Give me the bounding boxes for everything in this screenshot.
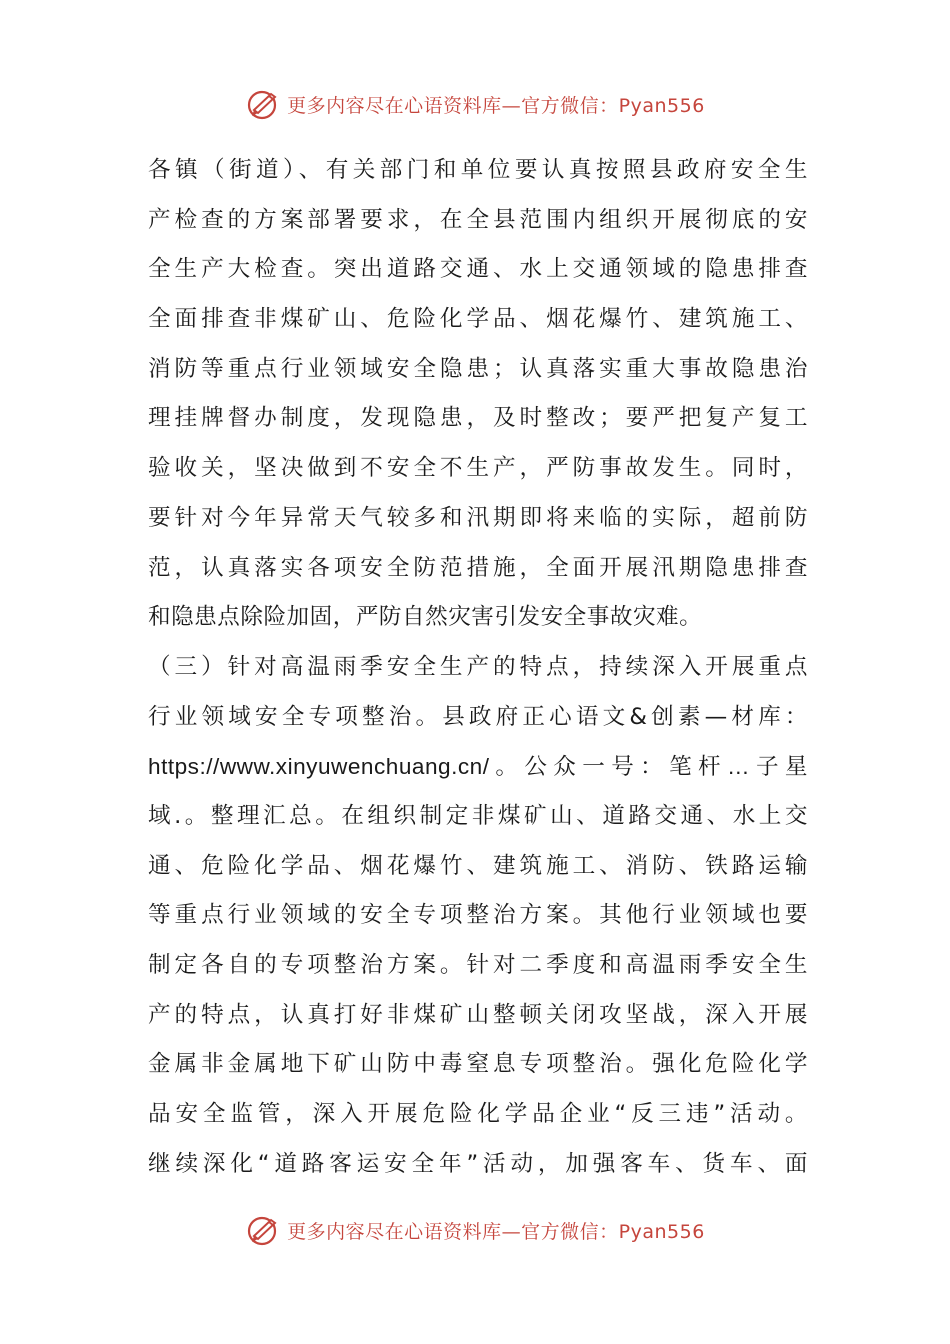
- text-line: 各镇（街道）、有关部门和单位要认真按照县政府安全生: [148, 157, 808, 183]
- text-line: 全面排查非煤矿山、危险化学品、烟花爆竹、建筑施工、: [148, 306, 808, 333]
- text-line: 等重点行业领域的安全专项整治方案。其他行业领域也要: [148, 902, 808, 929]
- pen-logo-icon: [245, 1212, 281, 1248]
- text-line: 行业领域安全专项整治。县政府正心语文&创素—材库：: [148, 703, 808, 730]
- banner-text: 更多内容尽在心语资料库—官方微信：Pyan556: [287, 1220, 705, 1243]
- text-line: 消防等重点行业领域安全隐患；认真落实重大事故隐患治: [148, 355, 808, 382]
- text-line: 域.。整理汇总。在组织制定非煤矿山、道路交通、水上交: [148, 802, 808, 829]
- text-line: 理挂牌督办制度，发现隐患，及时整改；要严把复产复工: [148, 405, 808, 432]
- text-line: 金属非金属地下矿山防中毒窒息专项整治。强化危险化学: [148, 1051, 808, 1078]
- text-line: 制定各自的专项整治方案。针对二季度和高温雨季安全生: [148, 952, 808, 978]
- document-body: [148, 146, 808, 1189]
- section-heading-line: （三）针对高温雨季安全生产的特点，持续深入开展重点: [148, 653, 808, 680]
- text-line: 继续深化“道路客运安全年”活动，加强客车、货车、面: [148, 1150, 808, 1177]
- wechat-id: Pyan556: [618, 1220, 705, 1243]
- url-line: https://www.xinyuwenchuang.cn/。公众一号：笔杆…子星: [148, 754, 808, 780]
- text-line: 要针对今年异常天气较多和汛期即将来临的实际，超前防: [148, 504, 808, 531]
- banner-text: 更多内容尽在心语资料库—官方微信：Pyan556: [287, 94, 705, 117]
- text-line: 全生产大检查。突出道路交通、水上交通领域的隐患排查: [148, 256, 808, 283]
- text-line: 范，认真落实各项安全防范措施，全面开展汛期隐患排查: [148, 554, 808, 581]
- text-line: 验收关，坚决做到不安全不生产，严防事故发生。同时，: [148, 455, 808, 482]
- text-line: 和隐患点除险加固，严防自然灾害引发安全事故灾难。: [148, 604, 703, 631]
- text-line: 品安全监管，深入开展危险化学品企业“反三违”活动。: [148, 1101, 808, 1128]
- text-line: 产检查的方案部署要求，在全县范围内组织开展彻底的安: [148, 206, 808, 233]
- footer-banner: [0, 1208, 950, 1252]
- text-line: 产的特点，认真打好非煤矿山整顿关闭攻坚战，深入开展: [148, 1001, 808, 1028]
- pen-logo-icon: [245, 86, 281, 122]
- text-line: 通、危险化学品、烟花爆竹、建筑施工、消防、铁路运输: [148, 852, 808, 879]
- wechat-id: Pyan556: [618, 94, 705, 117]
- header-banner: [0, 82, 950, 126]
